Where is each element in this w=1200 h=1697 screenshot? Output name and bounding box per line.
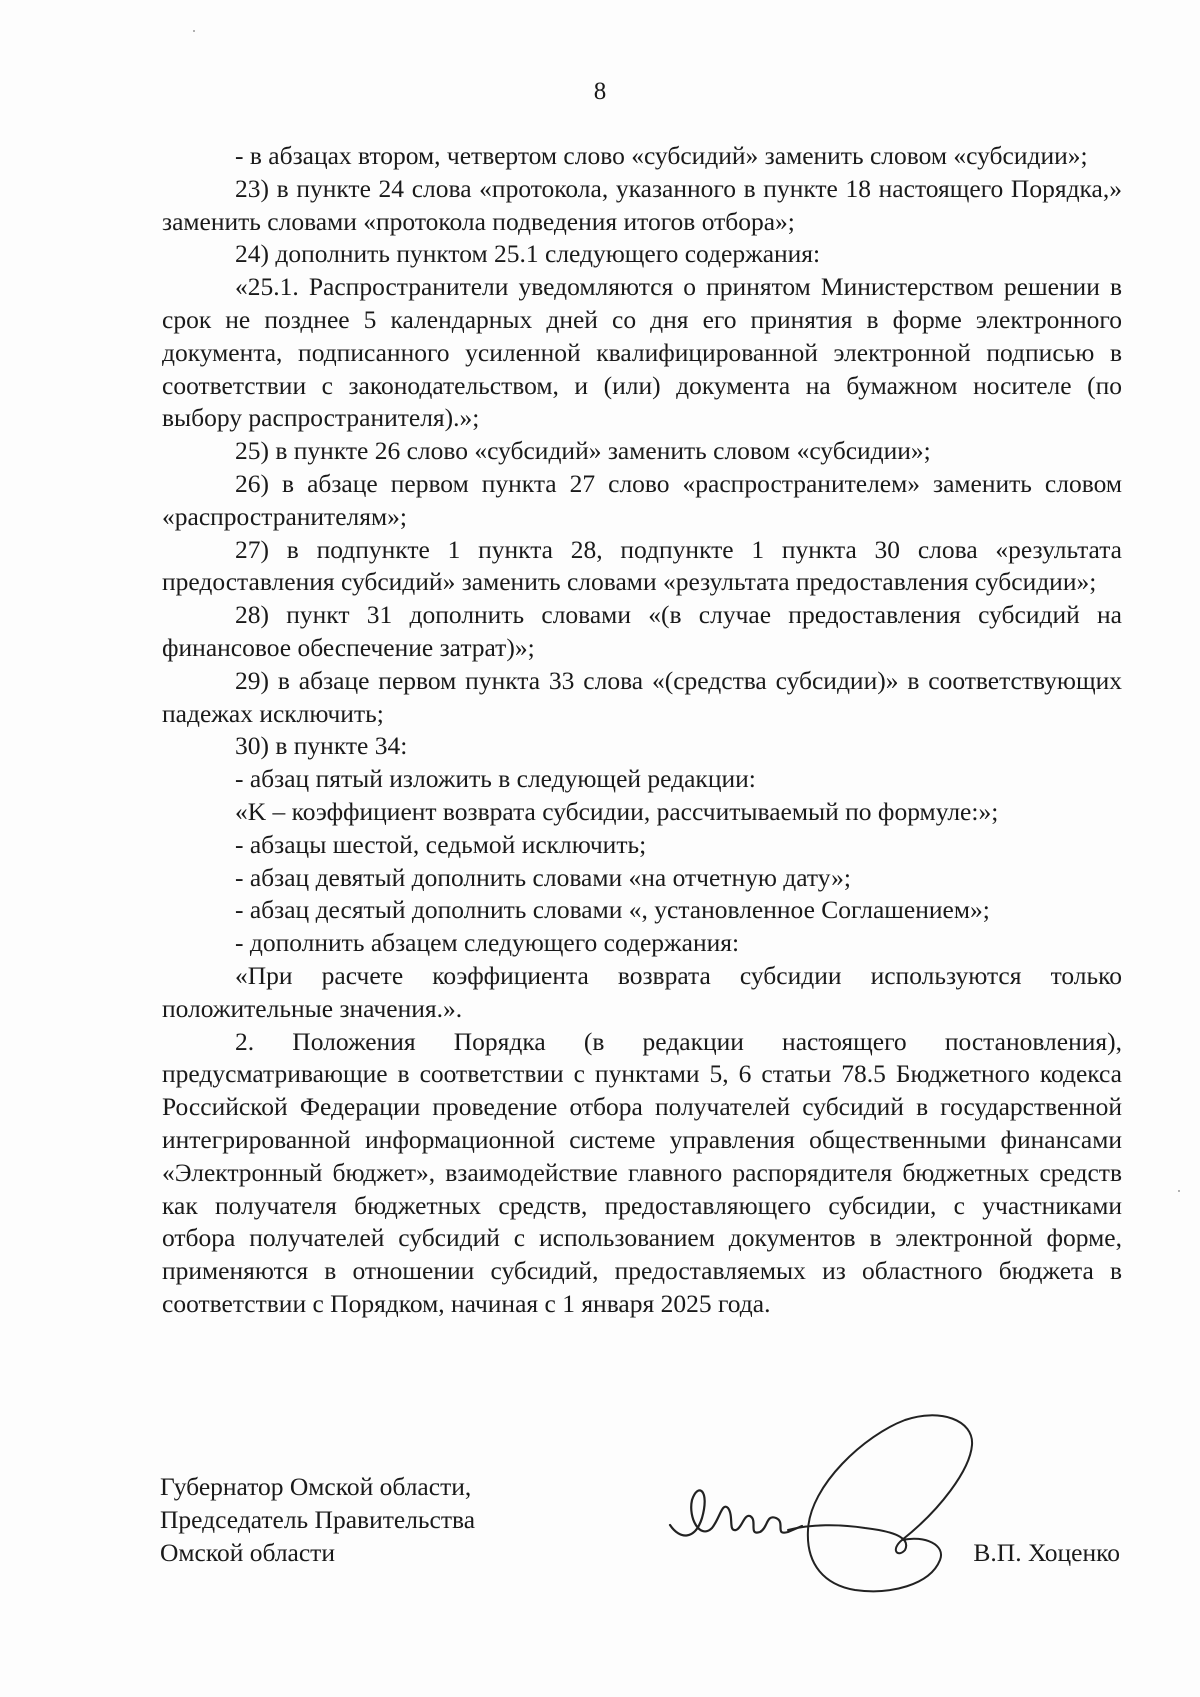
paragraph: «25.1. Распространители уведомляются о принятом Министерством решении в срок не позднее 5 календарных дней со дня его принятия в форме электронного документа, подписанного усиленной квалифицированной электронной подписью в соответствии с законодательством, и (или) документа на бумажном носителе (по выбору распространителя).»; <box>162 272 1122 433</box>
scan-artifact <box>1178 1190 1180 1192</box>
paragraph: 23) в пункте 24 слова «протокола, указанного в пункте 18 настоящего Порядка,» заменить словами «протокола подведения итогов отбора»; <box>162 173 1122 236</box>
paragraph: 25) в пункте 26 слово «субсидий» заменить словом «субсидии»; <box>235 436 931 466</box>
handwritten-signature <box>640 1390 1070 1610</box>
paragraph: 27) в подпункте 1 пункта 28, подпункте 1 пункта 30 слова «результата предоставления субсидий» заменить словами «результата предоставления субсидии»; <box>162 534 1122 597</box>
signatory-name: В.П. Хоценко <box>973 1538 1120 1567</box>
scan-artifact <box>193 30 195 32</box>
paragraph: - абзац десятый дополнить словами «, установленное Соглашением»; <box>235 895 990 925</box>
paragraph: «При расчете коэффициента возврата субсидии используются только положительные значения.». <box>162 960 1122 1023</box>
document-body <box>162 140 1122 1321</box>
paragraph: 26) в абзаце первом пункта 27 слово «распространителем» заменить словом «распространителям»; <box>162 468 1122 531</box>
signatory-title-line: Омской области <box>160 1538 335 1567</box>
paragraph: 24) дополнить пунктом 25.1 следующего содержания: <box>235 239 821 269</box>
signatory-title-line: Председатель Правительства <box>160 1505 476 1534</box>
paragraph: - в абзацах втором, четвертом слово «субсидий» заменить словом «субсидии»; <box>235 141 1088 170</box>
paragraph: «K – коэффициент возврата субсидии, рассчитываемый по формуле:»; <box>235 796 999 826</box>
signatory-title <box>160 1470 475 1569</box>
paragraph: - абзац девятый дополнить словами «на отчетную дату»; <box>235 862 851 892</box>
paragraph: - абзац пятый изложить в следующей редакции: <box>235 764 756 794</box>
page-number: 8 <box>593 78 607 105</box>
paragraph: - дополнить абзацем следующего содержания: <box>235 928 740 958</box>
paragraph: 30) в пункте 34: <box>235 731 408 761</box>
paragraph: 29) в абзаце первом пункта 33 слова «(средства субсидии)» в соответствующих падежах исключить; <box>162 665 1122 728</box>
signatory-title-line: Губернатор Омской области, <box>160 1472 472 1501</box>
paragraph: - абзацы шестой, седьмой исключить; <box>235 829 647 859</box>
paragraph: 28) пункт 31 дополнить словами «(в случае предоставления субсидий на финансовое обеспечение затрат)»; <box>162 600 1122 662</box>
paragraph: 2. Положения Порядка (в редакции настоящего постановления), предусматривающие в соответствии с пунктами 5, 6 статьи 78.5 Бюджетного кодекса Российской Федерации проведение отбора получателей субсидий в государственной интегрированной информационной системе управления общественными финансами «Электронный бюджет», взаимодействие главного распорядителя бюджетных средств как получателя бюджетных средств, предоставляющего субсидии, с участниками отбора получателей субсидий с использованием документов в электронной форме, применяются в отношении субсидий, предоставляемых из областного бюджета в соответствии с Порядком, начиная с 1 января 2025 года. <box>162 1026 1122 1318</box>
